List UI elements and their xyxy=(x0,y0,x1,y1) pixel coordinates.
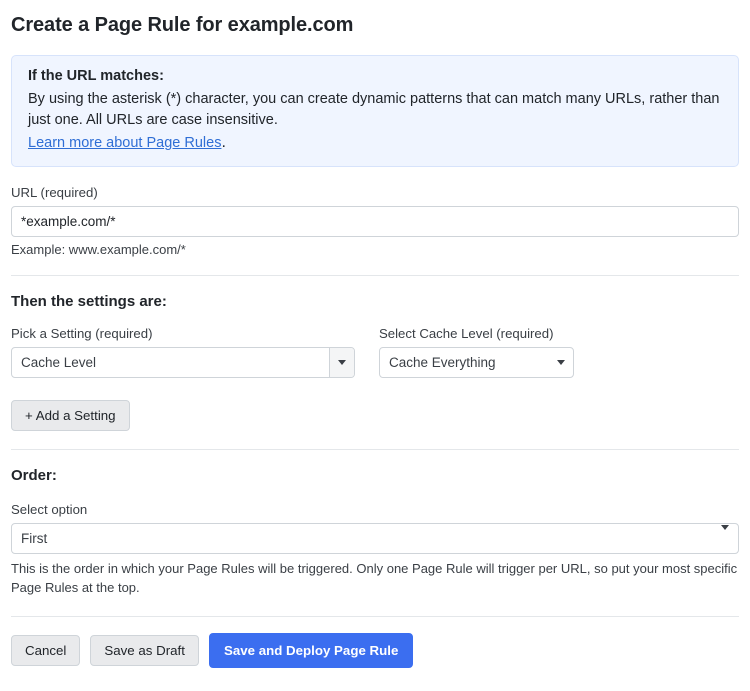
info-box-title: If the URL matches: xyxy=(28,68,164,84)
url-field-help: Example: www.example.com/* xyxy=(11,242,186,258)
pick-setting-column xyxy=(11,326,355,378)
settings-row xyxy=(11,326,739,378)
url-input[interactable] xyxy=(11,206,739,237)
settings-section-title: Then the settings are: xyxy=(11,293,167,311)
pick-setting-value: Cache Level xyxy=(21,355,97,371)
cache-level-label: Select Cache Level (required) xyxy=(379,326,554,342)
save-and-deploy-button[interactable]: Save and Deploy Page Rule xyxy=(209,633,413,668)
info-box-link-period: . xyxy=(221,134,226,152)
chevron-down-icon xyxy=(338,360,346,365)
chevron-down-icon xyxy=(721,525,729,547)
order-section-title: Order: xyxy=(11,467,57,485)
info-box-link-row xyxy=(28,131,722,152)
cache-level-column xyxy=(379,326,574,378)
order-help-text: This is the order in which your Page Rules will be triggered. Only one Page Rule will trigger per URL, so put your most specific Page Rules at the top. xyxy=(11,561,738,596)
order-select-label: Select option xyxy=(11,502,88,518)
order-select[interactable] xyxy=(11,523,739,554)
chevron-down-icon xyxy=(557,360,565,365)
cache-level-value: Cache Everything xyxy=(389,355,496,371)
url-field-label: URL (required) xyxy=(11,185,98,201)
divider-order xyxy=(11,449,739,450)
save-as-draft-button[interactable]: Save as Draft xyxy=(90,635,199,666)
order-select-value: First xyxy=(21,531,48,547)
order-dropdown-button[interactable] xyxy=(721,530,729,548)
cache-level-select[interactable] xyxy=(379,347,574,378)
pick-setting-dropdown-button[interactable] xyxy=(329,348,354,377)
url-match-info-box xyxy=(11,55,739,167)
pick-setting-label: Pick a Setting (required) xyxy=(11,326,153,342)
form-footer xyxy=(11,633,739,668)
divider-footer xyxy=(11,616,739,617)
cancel-button[interactable]: Cancel xyxy=(11,635,80,666)
page-title: Create a Page Rule for example.com xyxy=(11,14,354,36)
info-box-text: By using the asterisk (*) character, you can create dynamic patterns that can match many URLs, rather than just one. All URLs are case insensitive. xyxy=(28,91,720,129)
divider-settings xyxy=(11,275,739,276)
pick-setting-select[interactable] xyxy=(11,347,355,378)
cache-level-dropdown-button[interactable] xyxy=(548,348,573,377)
learn-more-page-rules-link[interactable]: Learn more about Page Rules xyxy=(28,135,222,152)
add-setting-button[interactable]: + Add a Setting xyxy=(11,400,130,431)
